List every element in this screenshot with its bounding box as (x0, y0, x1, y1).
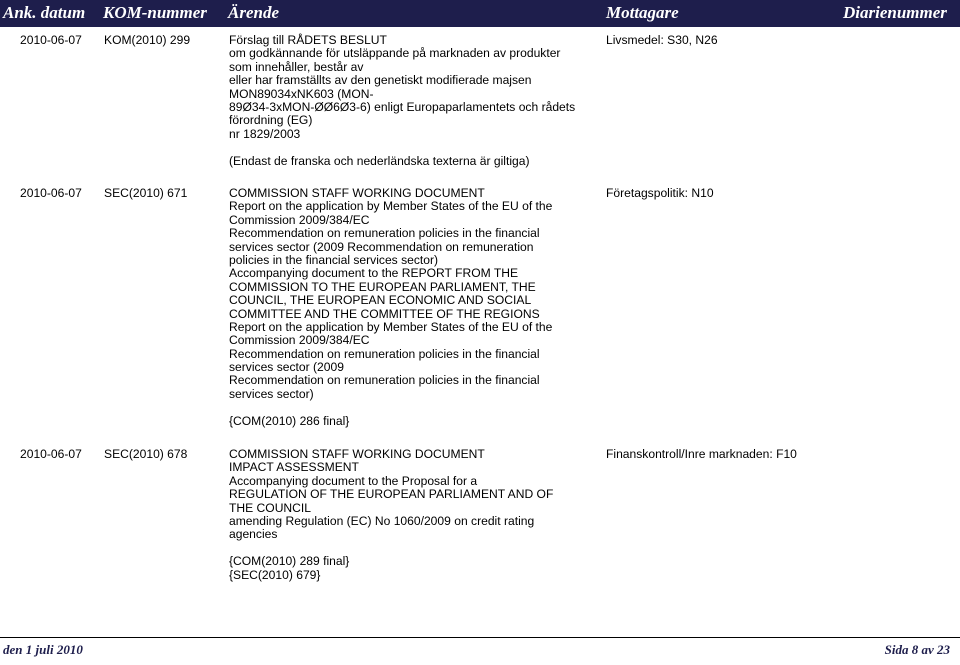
header-arende: Ärende (228, 3, 279, 22)
arende-line: MON89034xNK603 (MON- (229, 86, 374, 101)
arende-line: eller har framställts av den genetiskt modifierade majsen (229, 73, 532, 88)
arende-line: services sector (2009 Recommendation on remuneration (229, 239, 534, 254)
row-mottagare: Livsmedel: S30, N26 (606, 33, 718, 47)
arende-line: 89Ø34-3xMON-ØØ6Ø3-6) enligt Europaparlamentets och rådets (229, 99, 576, 114)
arende-line: Report on the application by Member States of the EU of the (229, 319, 553, 334)
arende-line: services sector) (229, 386, 314, 401)
row-date: 2010-06-07 (20, 186, 82, 200)
row-date: 2010-06-07 (20, 447, 82, 461)
arende-line: REGULATION OF THE EUROPEAN PARLIAMENT AND OF (229, 487, 554, 502)
arende-line: Commission 2009/384/EC (229, 333, 370, 348)
row-arende (229, 448, 553, 582)
arende-line: Accompanying document to the REPORT FROM THE (229, 266, 519, 281)
row-mottagare: Finanskontroll/Inre marknaden: F10 (606, 447, 797, 461)
header-mottagare: Mottagare (606, 3, 679, 22)
arende-gap (229, 542, 553, 555)
arende-line: nr 1829/2003 (229, 126, 301, 141)
arende-line: COMMISSION TO THE EUROPEAN PARLIAMENT, THE (229, 279, 536, 294)
arende-line: COMMISSION STAFF WORKING DOCUMENT (229, 447, 485, 461)
header-kom-nummer: KOM-nummer (103, 3, 207, 22)
row-kom-nummer: SEC(2010) 671 (104, 186, 188, 200)
row-mottagare: Företagspolitik: N10 (606, 186, 714, 200)
arende-line: amending Regulation (EC) No 1060/2009 on credit rating (229, 513, 535, 528)
arende-note: {SEC(2010) 679} (229, 567, 321, 582)
arende-line: agencies (229, 527, 278, 542)
arende-line: IMPACT ASSESSMENT (229, 460, 359, 475)
arende-line: om godkännande för utsläppande på marknaden av produkter (229, 46, 561, 61)
arende-line: Recommendation on remuneration policies in the financial (229, 373, 540, 388)
arende-line: Accompanying document to the Proposal for a (229, 473, 478, 488)
arende-line: THE COUNCIL (229, 500, 311, 515)
arende-line: COMMISSION STAFF WORKING DOCUMENT (229, 186, 485, 200)
row-date: 2010-06-07 (20, 33, 82, 47)
row-kom-nummer: KOM(2010) 299 (104, 33, 191, 47)
table-header (0, 0, 960, 27)
arende-note: {COM(2010) 286 final} (229, 413, 350, 428)
row-arende (229, 187, 552, 428)
header-diarienummer: Diarienummer (843, 3, 947, 22)
arende-line: förordning (EG) (229, 113, 313, 128)
arende-line: services sector (2009 (229, 360, 344, 375)
arende-gap (229, 401, 552, 414)
arende-line: Förslag till RÅDETS BESLUT (229, 33, 387, 47)
arende-line: som innehåller, består av (229, 59, 364, 74)
footer-date: den 1 juli 2010 (3, 642, 83, 657)
arende-line: COMMITTEE AND THE COMMITTEE OF THE REGIONS (229, 306, 540, 321)
arende-line: COUNCIL, THE EUROPEAN ECONOMIC AND SOCIAL (229, 293, 532, 308)
arende-line: Recommendation on remuneration policies in the financial (229, 226, 540, 241)
arende-line: Commission 2009/384/EC (229, 212, 370, 227)
arende-gap (229, 141, 575, 154)
arende-line: Report on the application by Member States of the EU of the (229, 199, 553, 214)
footer-divider (0, 637, 960, 638)
footer-page-number: Sida 8 av 23 (884, 642, 950, 657)
arende-line: policies in the financial services sector) (229, 252, 439, 267)
arende-line: Recommendation on remuneration policies in the financial (229, 346, 540, 361)
header-ank-datum: Ank. datum (3, 3, 86, 22)
row-arende (229, 34, 575, 168)
arende-note: (Endast de franska och nederländska texterna är giltiga) (229, 153, 530, 168)
arende-note: {COM(2010) 289 final} (229, 554, 350, 569)
row-kom-nummer: SEC(2010) 678 (104, 447, 188, 461)
